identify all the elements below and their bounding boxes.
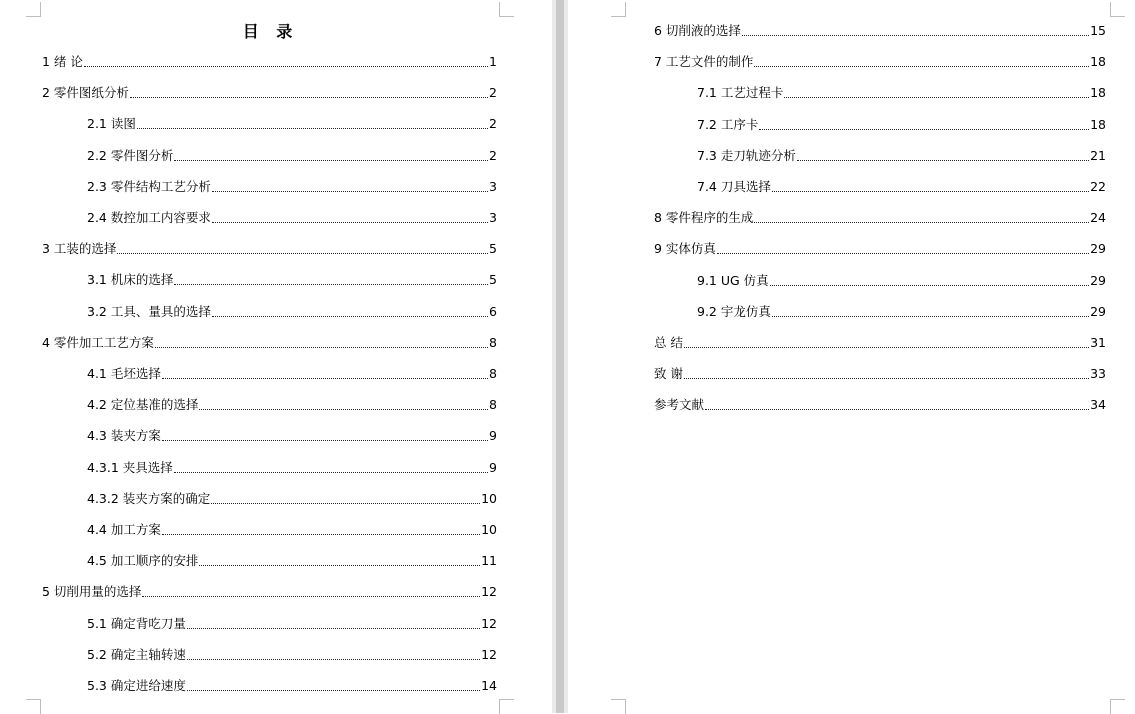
toc-entry-label: 9 实体仿真 bbox=[654, 241, 716, 257]
toc-dot-leader bbox=[754, 65, 1089, 67]
corner-mark-top-right bbox=[499, 2, 514, 17]
toc-entry[interactable] bbox=[87, 271, 497, 289]
toc-entry-page-number: 24 bbox=[1090, 210, 1106, 226]
toc-entry-page-number: 29 bbox=[1090, 241, 1106, 257]
toc-entry-label: 4 零件加工工艺方案 bbox=[42, 334, 154, 350]
toc-entry[interactable] bbox=[87, 365, 497, 383]
toc-dot-leader bbox=[784, 96, 1089, 98]
toc-entry[interactable] bbox=[87, 209, 497, 227]
toc-entry-label: 1 绪 论 bbox=[42, 54, 83, 69]
toc-entry[interactable] bbox=[654, 240, 1106, 258]
toc-entry[interactable] bbox=[654, 209, 1106, 227]
toc-dot-leader bbox=[174, 159, 488, 161]
toc-entry-page-number: 8 bbox=[489, 334, 497, 350]
toc-dot-leader bbox=[199, 564, 480, 566]
toc-entry[interactable] bbox=[87, 521, 497, 539]
toc-entry[interactable] bbox=[87, 459, 497, 477]
toc-dot-leader bbox=[684, 346, 1089, 348]
toc-entry[interactable] bbox=[87, 303, 497, 321]
toc-entry[interactable] bbox=[697, 272, 1106, 290]
toc-entry[interactable] bbox=[654, 334, 1106, 352]
toc-entry-label: 总 结 bbox=[654, 335, 683, 350]
toc-entry[interactable] bbox=[87, 490, 497, 508]
toc-entry-page-number: 9 bbox=[489, 459, 497, 475]
toc-entry-label: 8 零件程序的生成 bbox=[654, 210, 754, 226]
toc-entry-page-number: 29 bbox=[1090, 272, 1106, 288]
toc-dot-leader bbox=[130, 96, 488, 98]
toc-entry-label: 2.1 读图 bbox=[87, 116, 136, 132]
toc-entry-page-number: 22 bbox=[1090, 179, 1106, 194]
toc-entry-page-number: 2 bbox=[489, 85, 497, 101]
toc-entry[interactable] bbox=[654, 396, 1106, 414]
toc-dot-leader bbox=[187, 689, 480, 691]
toc-dot-leader bbox=[174, 283, 488, 285]
corner-mark-top-left-2 bbox=[611, 2, 626, 17]
toc-entry-label: 2 零件图纸分析 bbox=[42, 85, 129, 101]
toc-entry-label: 4.2 定位基准的选择 bbox=[87, 397, 199, 413]
toc-entry[interactable] bbox=[87, 427, 497, 445]
toc-dot-leader bbox=[742, 34, 1089, 36]
toc-entry-page-number: 3 bbox=[489, 178, 497, 194]
toc-entry-page-number: 31 bbox=[1090, 335, 1106, 350]
toc-page-right bbox=[568, 0, 1135, 713]
toc-entry[interactable] bbox=[654, 53, 1106, 71]
toc-entry[interactable] bbox=[87, 646, 497, 664]
toc-entry-label: 6 切削液的选择 bbox=[654, 23, 741, 38]
toc-entry[interactable] bbox=[87, 396, 497, 414]
toc-dot-leader bbox=[84, 65, 488, 67]
toc-entry[interactable] bbox=[87, 178, 497, 196]
toc-entry-label: 7.4 刀具选择 bbox=[697, 179, 771, 194]
toc-entry[interactable] bbox=[42, 240, 497, 258]
toc-title: 目 录 bbox=[242, 22, 299, 41]
toc-entry[interactable] bbox=[697, 303, 1106, 321]
toc-entry-label: 2.4 数控加工内容要求 bbox=[87, 210, 211, 225]
toc-entry-label: 2.2 零件图分析 bbox=[87, 147, 174, 163]
toc-entry-page-number: 10 bbox=[481, 490, 497, 506]
toc-entry-label: 7.1 工艺过程卡 bbox=[697, 85, 784, 101]
toc-entry-page-number: 14 bbox=[481, 678, 497, 693]
toc-entry[interactable] bbox=[87, 115, 497, 133]
toc-entry-label: 7 工艺文件的制作 bbox=[654, 54, 754, 70]
toc-entry-label: 3.1 机床的选择 bbox=[87, 272, 174, 288]
toc-dot-leader bbox=[162, 439, 488, 441]
toc-entry-label: 5 切削用量的选择 bbox=[42, 584, 142, 600]
toc-dot-leader bbox=[772, 315, 1089, 317]
toc-entry-page-number: 29 bbox=[1090, 303, 1106, 319]
toc-entry-label: 5.2 确定主轴转速 bbox=[87, 646, 186, 662]
toc-entry-page-number: 12 bbox=[481, 584, 497, 600]
toc-entry[interactable] bbox=[42, 84, 497, 102]
toc-dot-leader bbox=[117, 252, 488, 254]
corner-mark-top-right-2 bbox=[1110, 2, 1125, 17]
toc-entry-page-number: 3 bbox=[489, 210, 497, 225]
toc-dot-leader bbox=[212, 190, 488, 192]
toc-page-left bbox=[0, 0, 552, 713]
toc-entry[interactable] bbox=[697, 84, 1106, 102]
toc-entry[interactable] bbox=[697, 178, 1106, 196]
toc-entry-page-number: 34 bbox=[1090, 397, 1106, 413]
toc-dot-leader bbox=[754, 221, 1089, 223]
toc-entry[interactable] bbox=[697, 116, 1106, 134]
toc-entry-page-number: 9 bbox=[489, 428, 497, 444]
toc-entry-label: 3 工装的选择 bbox=[42, 241, 117, 257]
toc-entry-page-number: 8 bbox=[489, 397, 497, 413]
toc-entry-label: 4.1 毛坯选择 bbox=[87, 366, 161, 381]
toc-entry-page-number: 8 bbox=[489, 366, 497, 381]
toc-entry-label: 参考文献 bbox=[654, 397, 705, 413]
toc-dot-leader bbox=[684, 377, 1089, 379]
toc-entry-page-number: 6 bbox=[489, 303, 497, 319]
toc-dot-leader bbox=[142, 595, 480, 597]
toc-dot-leader bbox=[162, 533, 480, 535]
toc-dot-leader bbox=[162, 377, 488, 379]
toc-dot-leader bbox=[717, 252, 1089, 254]
toc-dot-leader bbox=[155, 346, 488, 348]
toc-entry[interactable] bbox=[87, 615, 497, 633]
toc-entry-page-number: 2 bbox=[489, 147, 497, 163]
toc-entry[interactable] bbox=[42, 53, 497, 71]
toc-entry-label: 2.3 零件结构工艺分析 bbox=[87, 178, 211, 194]
toc-entry-label: 4.5 加工顺序的安排 bbox=[87, 553, 199, 569]
toc-entry-label: 3.2 工具、量具的选择 bbox=[87, 303, 211, 319]
toc-entry-page-number: 18 bbox=[1090, 85, 1106, 101]
toc-entry-label: 7.2 工序卡 bbox=[697, 116, 759, 132]
toc-dot-leader bbox=[187, 627, 480, 629]
toc-entry-page-number: 18 bbox=[1090, 116, 1106, 132]
toc-entry-label: 致 谢 bbox=[654, 366, 683, 382]
toc-dot-leader bbox=[137, 127, 488, 129]
toc-dot-leader bbox=[174, 471, 488, 473]
corner-mark-bottom-right bbox=[499, 699, 514, 714]
corner-mark-bottom-right-2 bbox=[1110, 699, 1125, 714]
toc-dot-leader bbox=[212, 315, 488, 317]
corner-mark-top-left bbox=[26, 2, 41, 17]
toc-entry-label: 4.3.2 装夹方案的确定 bbox=[87, 490, 211, 506]
toc-dot-leader bbox=[705, 408, 1089, 410]
toc-dot-leader bbox=[797, 159, 1089, 161]
toc-dot-leader bbox=[199, 408, 488, 410]
toc-entry-label: 5.3 确定进给速度 bbox=[87, 678, 186, 693]
toc-entry-page-number: 33 bbox=[1090, 366, 1106, 382]
toc-entry[interactable] bbox=[87, 147, 497, 165]
toc-entry[interactable] bbox=[87, 677, 497, 695]
corner-mark-bottom-left-2 bbox=[611, 699, 626, 714]
toc-entry-page-number: 5 bbox=[489, 241, 497, 257]
toc-entry-page-number: 21 bbox=[1090, 147, 1106, 163]
toc-entry[interactable] bbox=[654, 365, 1106, 383]
toc-entry-label: 9.2 宇龙仿真 bbox=[697, 303, 771, 319]
toc-entry-page-number: 2 bbox=[489, 116, 497, 132]
toc-entry-label: 9.1 UG 仿真 bbox=[697, 272, 769, 288]
toc-entry-page-number: 12 bbox=[481, 646, 497, 662]
toc-dot-leader bbox=[187, 658, 480, 660]
toc-entry[interactable] bbox=[42, 334, 497, 352]
toc-entry[interactable] bbox=[654, 22, 1106, 40]
toc-entry-page-number: 18 bbox=[1090, 54, 1106, 70]
toc-entry-page-number: 10 bbox=[481, 522, 497, 537]
toc-entry-page-number: 1 bbox=[489, 54, 497, 69]
toc-entry-page-number: 5 bbox=[489, 272, 497, 288]
toc-entry-page-number: 12 bbox=[481, 615, 497, 631]
toc-dot-leader bbox=[772, 190, 1089, 192]
toc-entry-label: 5.1 确定背吃刀量 bbox=[87, 615, 186, 631]
toc-entry-page-number: 15 bbox=[1090, 23, 1106, 38]
toc-entry-label: 4.3 装夹方案 bbox=[87, 428, 161, 444]
toc-entry[interactable] bbox=[697, 147, 1106, 165]
toc-entry-label: 4.3.1 夹具选择 bbox=[87, 459, 173, 475]
toc-entry-label: 7.3 走刀轨迹分析 bbox=[697, 147, 796, 163]
toc-dot-leader bbox=[770, 284, 1089, 286]
toc-entry[interactable] bbox=[87, 552, 497, 570]
corner-mark-bottom-left bbox=[26, 699, 41, 714]
toc-entry-label: 4.4 加工方案 bbox=[87, 522, 161, 537]
toc-entry[interactable] bbox=[42, 583, 497, 601]
toc-dot-leader bbox=[212, 221, 488, 223]
toc-dot-leader bbox=[759, 128, 1089, 130]
page-divider bbox=[556, 0, 564, 713]
toc-dot-leader bbox=[211, 502, 480, 504]
toc-entry-page-number: 11 bbox=[481, 553, 497, 569]
